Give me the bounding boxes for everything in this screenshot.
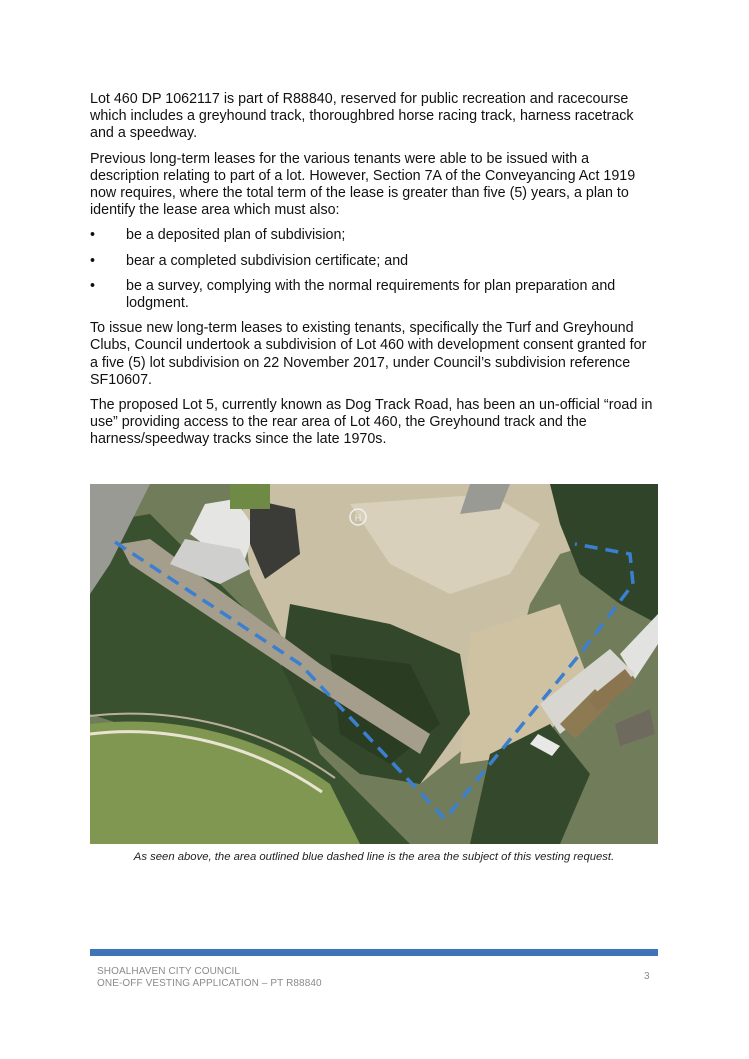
- list-item: [90, 227, 658, 244]
- document-body: [90, 91, 658, 457]
- list-item-text: bear a completed subdivision certificate; and: [126, 252, 409, 269]
- aerial-photo-illustration: [90, 484, 658, 844]
- list-item-text: be a deposited plan of subdivision;: [126, 227, 346, 244]
- list-item: [90, 253, 658, 270]
- paragraph-lot-460: Lot 460 DP 1062117 is part of R88840, reserved for public recreation and racecourse which includes a greyhound track, thoroughbred horse racing track, harness racetrack and a speedway.: [90, 91, 634, 142]
- footer-divider: [90, 949, 658, 956]
- paragraph-subdivision: To issue new long-term leases to existing tenants, specifically the Turf and Greyhound Clubs, Council undertook a subdivision of Lot 460 with development consent granted for a five (5) lot subdivision on 22 November 2017, under Council’s subdivision reference SF10607.: [90, 320, 647, 388]
- list-item: [90, 278, 658, 312]
- footer-council-name: SHOALHAVEN CITY COUNCIL: [97, 966, 241, 977]
- figure-caption: As seen above, the area outlined blue dashed line is the area the subject of this vesting request.: [133, 851, 615, 863]
- paragraph-dog-track-road: The proposed Lot 5, currently known as Dog Track Road, has been an un-official “road in use” providing access to the rear area of Lot 460, the Greyhound track and the harness/speedway tracks since the late 1970s.: [90, 397, 653, 448]
- page-number: 3: [644, 971, 650, 982]
- aerial-photo: [90, 484, 658, 844]
- footer-organisation: [97, 966, 322, 989]
- paragraph-previous-leases: Previous long-term leases for the various tenants were able to be issued with a description relating to part of a lot. However, Section 7A of the Conveyancing Act 1919 now requires, where the total term of the lease is greater than five (5) years, a plan to identify the lease area which must also:: [90, 150, 636, 219]
- bullet-marker: •: [90, 252, 96, 269]
- footer-document-title: ONE-OFF VESTING APPLICATION – PT R88840: [97, 977, 322, 989]
- bullet-marker: •: [90, 277, 96, 294]
- bullet-marker: •: [90, 227, 96, 244]
- helipad-mark: H: [354, 513, 362, 523]
- requirements-list: [90, 227, 658, 312]
- list-item-text: be a survey, complying with the normal requirements for plan preparation and lodgment.: [126, 277, 616, 312]
